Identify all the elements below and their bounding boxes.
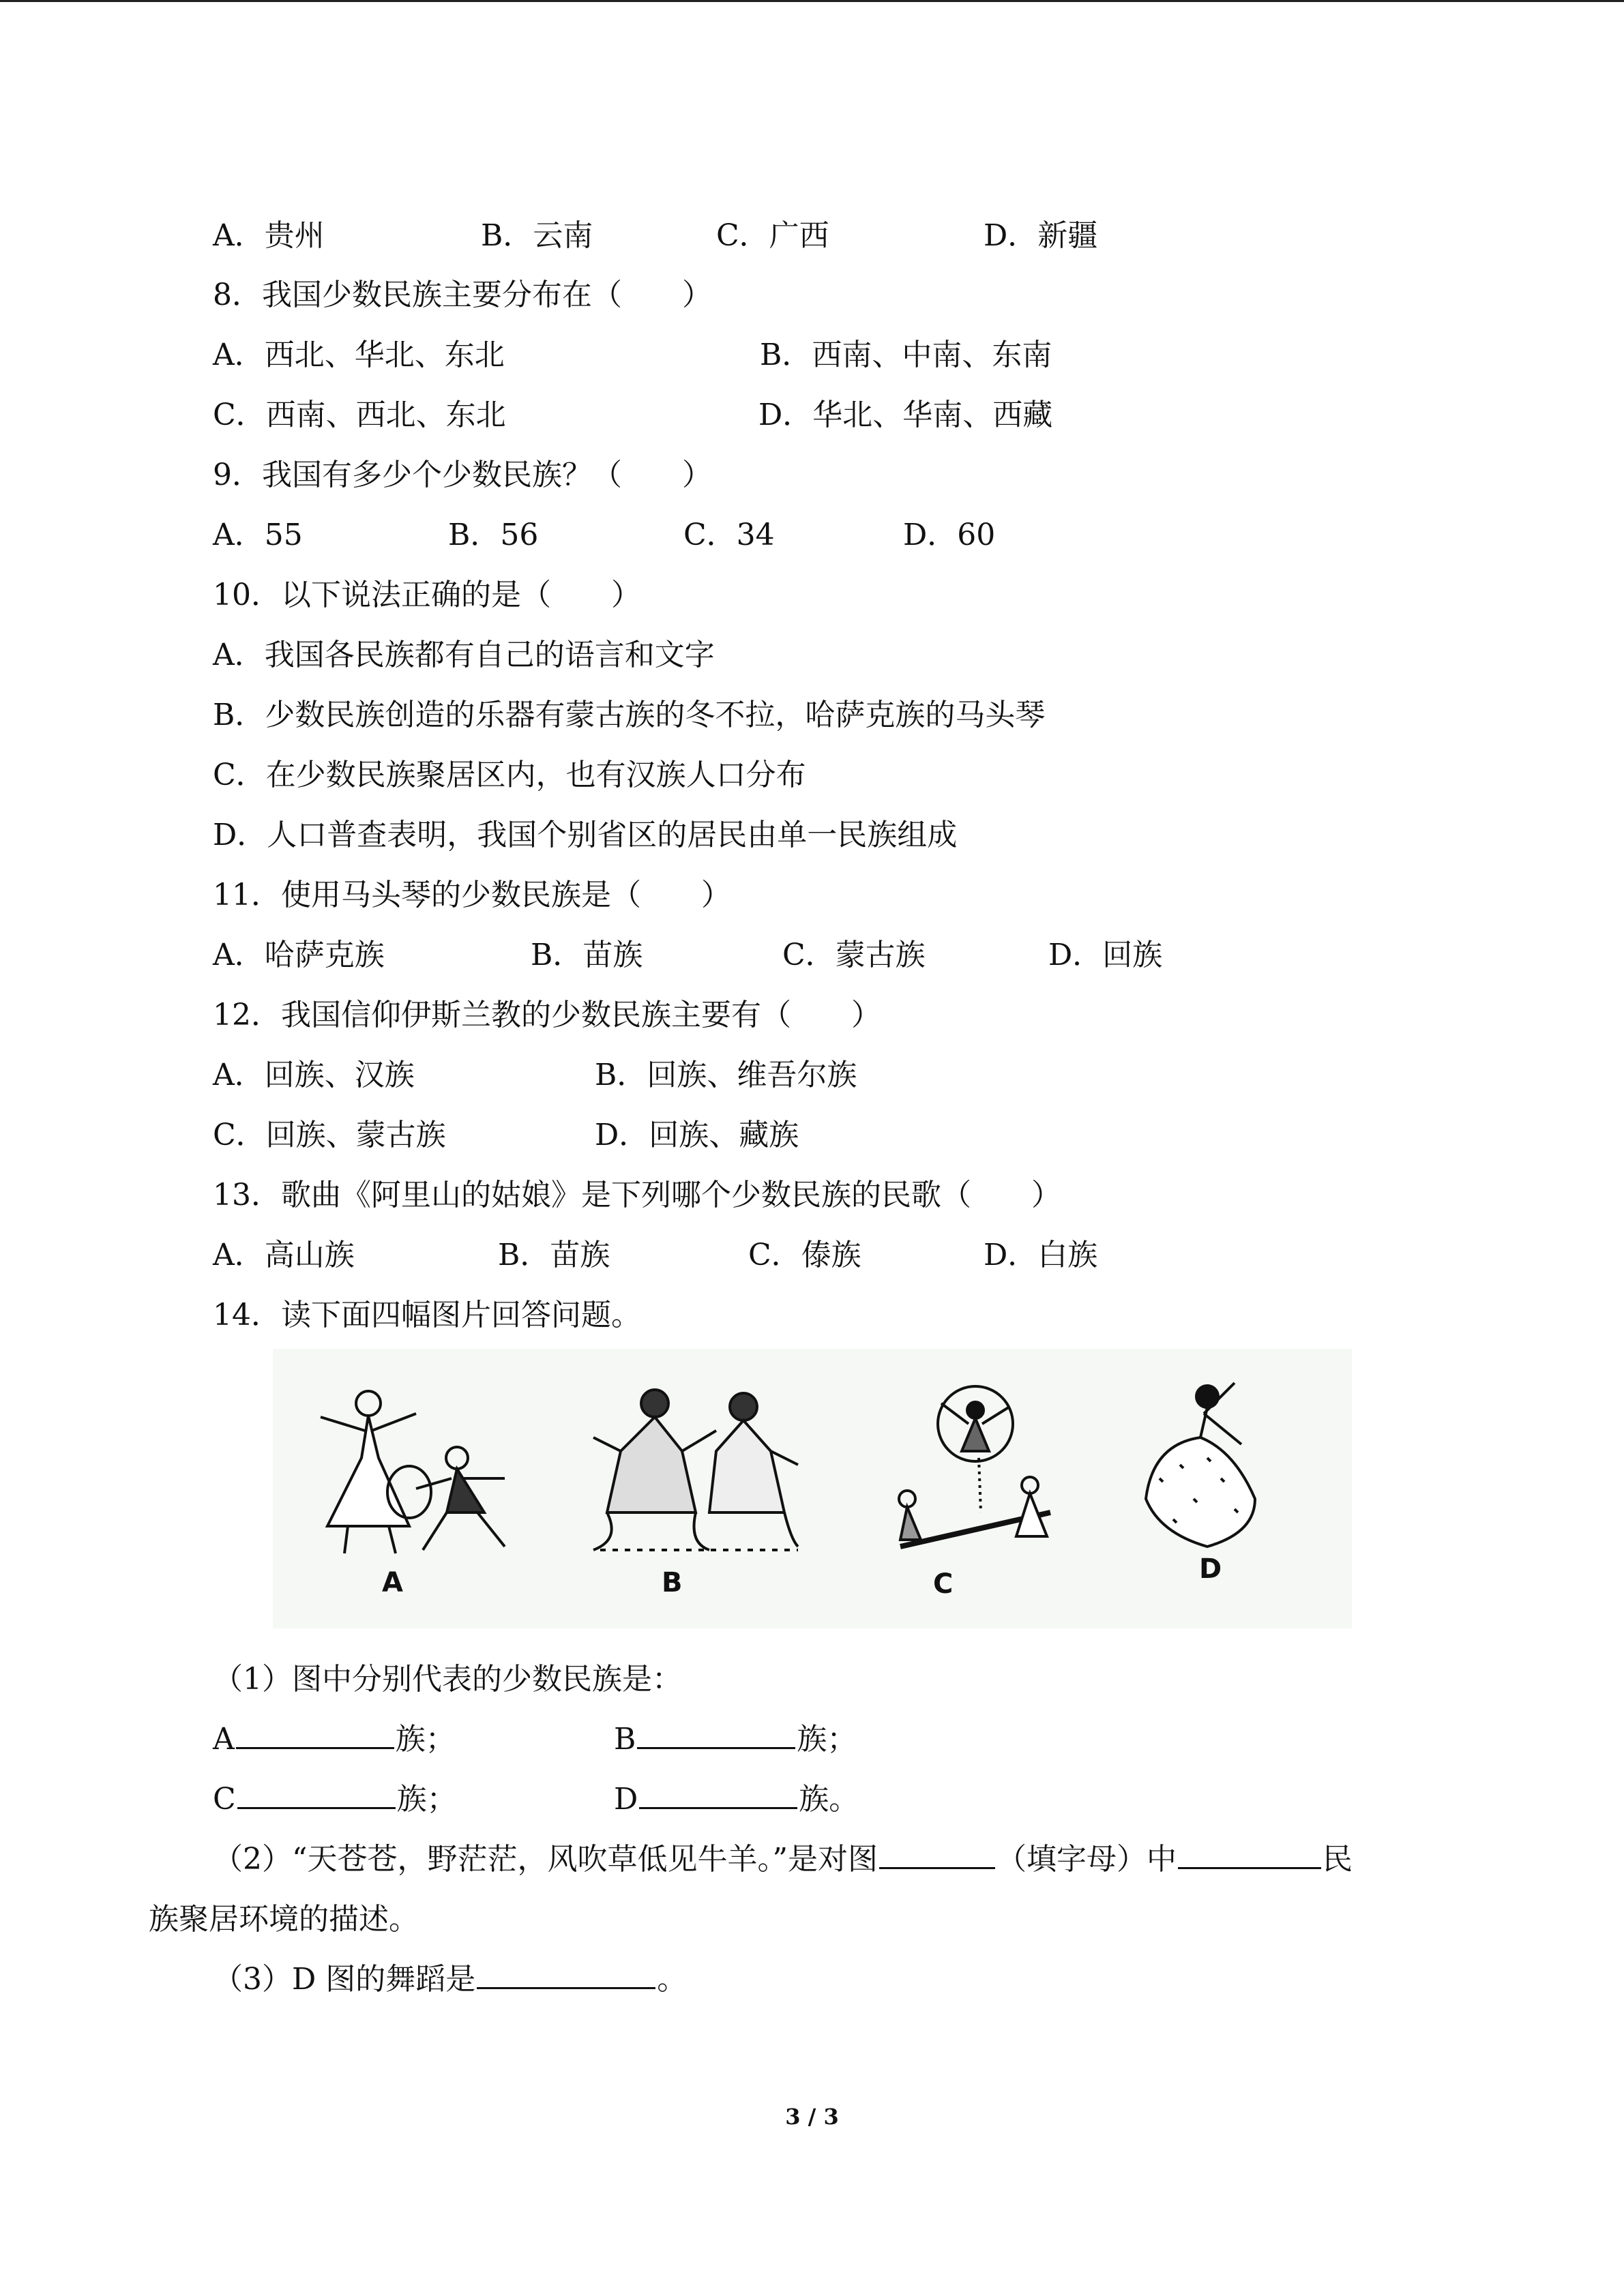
q13-option-a: A．高山族 bbox=[213, 1238, 355, 1272]
blank-a-line[interactable] bbox=[236, 1717, 394, 1749]
q7-option-b: B．云南 bbox=[481, 218, 593, 253]
q7-option-d: D．新疆 bbox=[984, 218, 1098, 253]
q12-options-row2 bbox=[213, 1112, 1509, 1159]
q14-sub2 bbox=[213, 1836, 1353, 1883]
q14-sub1: （1）图中分别代表的少数民族是： bbox=[213, 1662, 682, 1697]
q10-option-d: D．人口普查表明，我国个别省区的居民由单一民族组成 bbox=[213, 818, 958, 852]
q14-sub2-line2: 族聚居环境的描述。 bbox=[149, 1902, 419, 1937]
blank-c-suffix: 族； bbox=[396, 1782, 457, 1817]
sub2-text-2: （填字母）中 bbox=[996, 1842, 1177, 1877]
q12-option-d: D．回族、藏族 bbox=[595, 1118, 799, 1152]
q9-option-b: B．56 bbox=[448, 518, 539, 552]
q12-option-c: C．回族、蒙古族 bbox=[213, 1118, 446, 1152]
blank-a-suffix: 族； bbox=[395, 1722, 456, 1757]
blank-d-line[interactable] bbox=[639, 1777, 797, 1809]
dance-illustration-a bbox=[300, 1376, 525, 1560]
q11-option-d: D．回族 bbox=[1048, 938, 1163, 972]
q14-stem: 14．读下面四幅图片回答问题。 bbox=[213, 1298, 641, 1332]
q14-sub3 bbox=[213, 1956, 687, 2003]
sub3-text-2: 。 bbox=[657, 1962, 688, 1997]
dance-illustration-b bbox=[580, 1376, 805, 1560]
q12-stem: 12．我国信仰伊斯兰教的少数民族主要有（ ） bbox=[213, 998, 881, 1032]
blank-b-line[interactable] bbox=[637, 1717, 795, 1749]
blank-a-prefix: A bbox=[213, 1722, 235, 1757]
q7-options bbox=[213, 212, 1509, 260]
q8-option-a: A．西北、华北、东北 bbox=[213, 338, 505, 372]
q9-option-d: D．60 bbox=[903, 518, 996, 552]
q11-stem: 11．使用马头琴的少数民族是（ ） bbox=[213, 878, 731, 912]
q8-options-row2 bbox=[213, 391, 1509, 439]
q11-options bbox=[213, 931, 1509, 979]
q7-option-c: C．广西 bbox=[716, 218, 829, 253]
q11-option-a: A．哈萨克族 bbox=[213, 938, 385, 972]
blank-b-suffix: 族； bbox=[797, 1722, 857, 1757]
q12-option-b: B．回族、维吾尔族 bbox=[595, 1058, 857, 1092]
dance-illustration-d bbox=[1132, 1362, 1310, 1560]
sub2-text-3: 民 bbox=[1322, 1842, 1353, 1877]
figure-label-c: C bbox=[933, 1568, 954, 1600]
q10-stem: 10．以下说法正确的是（ ） bbox=[213, 578, 641, 612]
q8-stem: 8．我国少数民族主要分布在（ ） bbox=[213, 278, 712, 312]
q9-stem: 9．我国有多少个少数民族？（ ） bbox=[213, 458, 712, 492]
q10-option-b: B．少数民族创造的乐器有蒙古族的冬不拉，哈萨克族的马头琴 bbox=[213, 698, 1046, 732]
q11-option-c: C．蒙古族 bbox=[782, 938, 926, 972]
q8-options-row1 bbox=[213, 331, 1509, 379]
q13-options bbox=[213, 1232, 1509, 1279]
q12-option-a: A．回族、汉族 bbox=[213, 1058, 415, 1092]
blank-c-prefix: C bbox=[213, 1782, 236, 1817]
q9-option-a: A．55 bbox=[213, 518, 303, 552]
q12-options-row1 bbox=[213, 1052, 1509, 1099]
sub2-text-1: （2）“天苍苍，野茫茫，风吹草低见牛羊。”是对图 bbox=[213, 1842, 878, 1877]
q9-option-c: C．34 bbox=[683, 518, 775, 552]
q9-options bbox=[213, 511, 1509, 559]
sub2-blank-ethnic[interactable] bbox=[1178, 1837, 1321, 1869]
q13-option-b: B．苗族 bbox=[498, 1238, 610, 1272]
q13-option-d: D．白族 bbox=[984, 1238, 1098, 1272]
q14-blank-a bbox=[213, 1716, 456, 1763]
blank-c-line[interactable] bbox=[237, 1777, 396, 1809]
sub3-blank-dance[interactable] bbox=[477, 1957, 655, 1989]
q8-option-c: C．西南、西北、东北 bbox=[213, 398, 506, 432]
q7-option-a: A．贵州 bbox=[213, 218, 325, 253]
figure-label-d: D bbox=[1199, 1553, 1222, 1585]
q10-option-a: A．我国各民族都有自己的语言和文字 bbox=[213, 638, 715, 672]
figure-label-b: B bbox=[662, 1567, 683, 1598]
ethnic-dance-figure bbox=[273, 1349, 1352, 1628]
q14-blank-c bbox=[213, 1776, 457, 1823]
q8-option-b: B．西南、中南、东南 bbox=[760, 338, 1052, 372]
q13-option-c: C．傣族 bbox=[748, 1238, 861, 1272]
dance-illustration-c bbox=[859, 1376, 1084, 1560]
q10-option-c: C．在少数民族聚居区内，也有汉族人口分布 bbox=[213, 758, 806, 792]
sub2-blank-letter[interactable] bbox=[879, 1837, 995, 1869]
q13-stem: 13．歌曲《阿里山的姑娘》是下列哪个少数民族的民歌（ ） bbox=[213, 1178, 1061, 1212]
q11-option-b: B．苗族 bbox=[531, 938, 643, 972]
q8-option-d: D．华北、华南、西藏 bbox=[758, 398, 1053, 432]
top-border bbox=[0, 0, 1624, 2]
q14-blank-d bbox=[614, 1776, 859, 1823]
figure-label-a: A bbox=[382, 1567, 403, 1598]
blank-d-suffix: 族。 bbox=[799, 1782, 859, 1817]
blank-b-prefix: B bbox=[614, 1722, 636, 1757]
sub3-text-1: （3）D 图的舞蹈是 bbox=[213, 1962, 476, 1997]
q14-blank-b bbox=[614, 1716, 857, 1763]
blank-d-prefix: D bbox=[614, 1782, 638, 1817]
page-number: 3 / 3 bbox=[785, 2104, 839, 2130]
